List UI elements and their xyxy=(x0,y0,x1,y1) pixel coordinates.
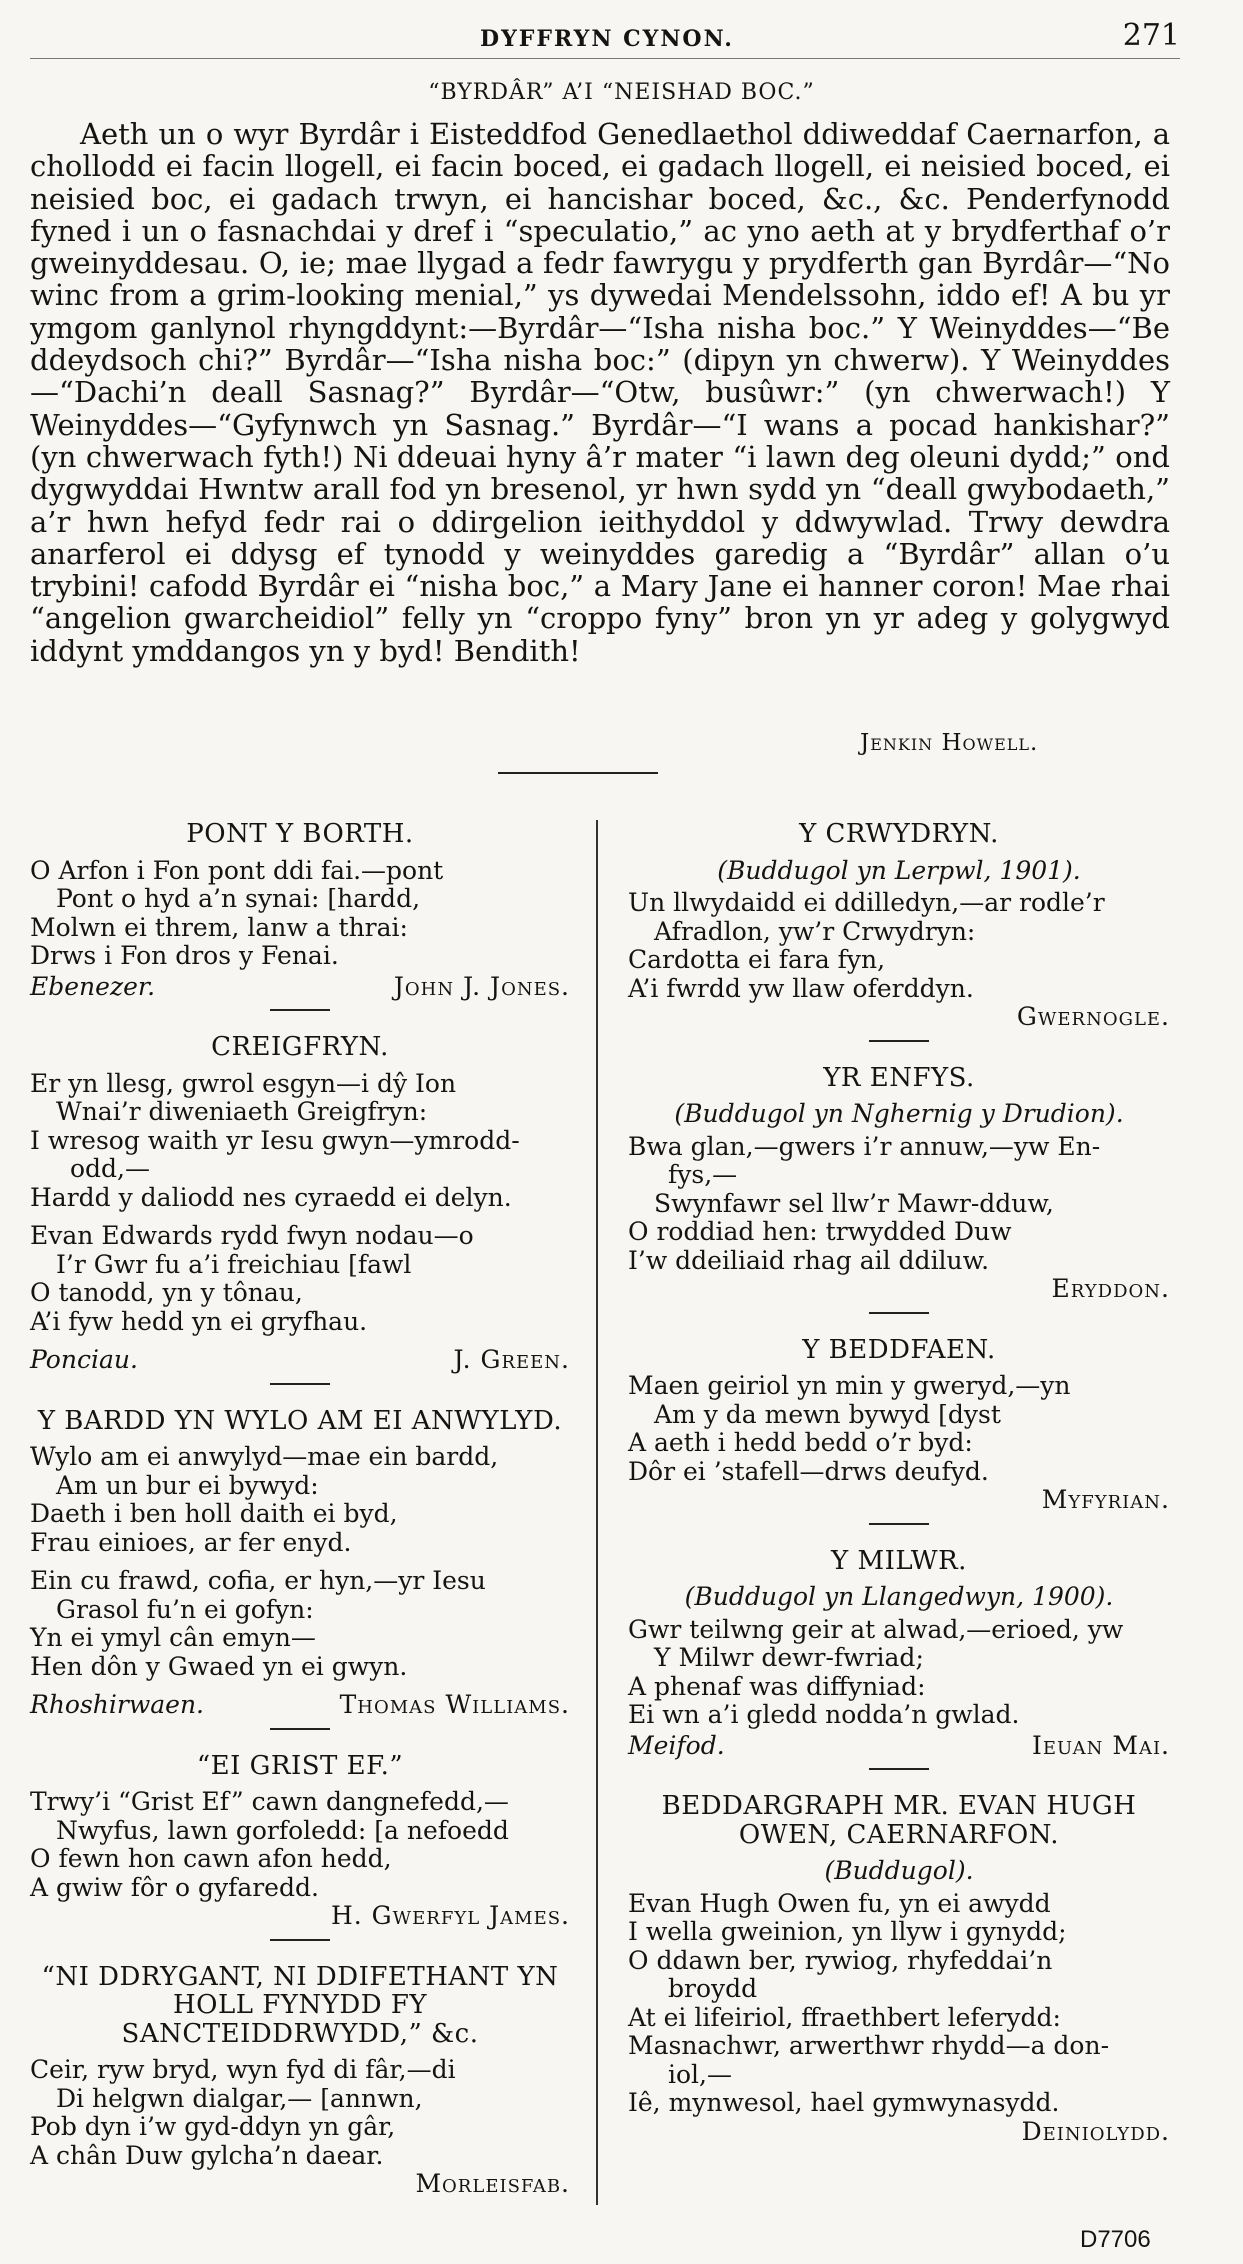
poem-line: Am un bur ei bywyd: xyxy=(56,1470,319,1500)
poem-line: Iê, mynwesol, hael gymwynasydd. xyxy=(628,2088,1060,2117)
poem-subtitle: (Buddugol). xyxy=(824,1856,974,1885)
poem-line: Dôr ei ’stafell—drws deufyd. xyxy=(628,1456,989,1486)
poem-line: O fewn hon cawn afon hedd, xyxy=(30,1844,392,1873)
poem-author: Deiniolydd. xyxy=(1021,2116,1170,2146)
poem-line: Grasol fu’n ei gofyn: xyxy=(56,1594,314,1624)
poem-title: Y CRWYDRYN. xyxy=(799,819,999,849)
poem-place: Ebenezer. xyxy=(30,971,156,1001)
poem-line: Evan Hugh Owen fu, yn ei awydd xyxy=(628,1888,1051,1918)
poem-line: Pont o hyd a’n synai: [hardd, xyxy=(56,884,421,913)
poem-line: Yn ei ymyl cân emyn— xyxy=(30,1623,316,1652)
poem-subtitle: (Buddugol yn Llangedwyn, 1900). xyxy=(684,1582,1114,1611)
poem-line: I wella gweinion, yn llyw i gynydd; xyxy=(628,1917,1067,1946)
poem-title: Y BARDD YN WYLO AM EI ANWYLYD. xyxy=(37,1405,563,1436)
byline xyxy=(30,1346,570,1375)
poem-line: Ceir, ryw bryd, wyn fyd di fâr,—di xyxy=(30,2055,456,2084)
poem-beddargraph xyxy=(628,1792,1170,2146)
page-number: 271 xyxy=(1122,18,1180,53)
stanza xyxy=(30,1070,570,1213)
section-divider xyxy=(498,772,658,774)
column-divider xyxy=(596,820,598,2205)
poem-title: Y MILWR. xyxy=(831,1545,967,1576)
poem-line: Nwyfus, lawn gorfoledd: [a nefoedd xyxy=(56,1815,509,1845)
byline xyxy=(628,1732,1170,1761)
poem-line: Un llwydaidd ei ddilledyn,—ar rodle’r xyxy=(628,888,1105,917)
poem-author: John J. Jones. xyxy=(393,971,570,1001)
small-divider xyxy=(270,1728,330,1730)
poem-line: A’i fwrdd yw llaw oferddyn. xyxy=(628,973,974,1003)
poem-title: BEDDARGRAPH MR. EVAN HUGH OWEN, CAERNARFON. xyxy=(661,1791,1137,1850)
poem-place: Meifod. xyxy=(628,1730,725,1760)
poem-line: Swynfawr sel llw’r Mawr-dduw, xyxy=(654,1188,1054,1218)
poem-line: Ein cu frawd, cofia, er hyn,—yr Iesu xyxy=(30,1566,486,1595)
poem-line: O roddiad hen: trwydded Duw xyxy=(628,1217,1012,1246)
article-title: “BYRDÂR” A’I “NEISHAD BOC.” xyxy=(428,80,815,105)
poem-author: Gwernogle. xyxy=(1016,1002,1170,1031)
poem-line: A’i fyw hedd yn ei gryfhau. xyxy=(30,1306,368,1336)
small-divider xyxy=(869,1312,929,1314)
poem-line: O ddawn ber, rywiog, rhyfeddai’n xyxy=(628,1945,1053,1975)
poem-y-beddfaen xyxy=(628,1336,1170,1525)
poem-line: At ei lifeiriol, ffraethbert leferydd: xyxy=(628,2002,1061,2032)
poem-line: Wnai’r diweniaeth Greigfryn: xyxy=(56,1097,428,1126)
poem-line: Di helgwn dialgar,— [annwn, xyxy=(56,2083,423,2113)
poem-line: A chân Duw gylcha’n daear. xyxy=(30,2140,384,2170)
poem-line: Evan Edwards rydd fwyn nodau—o xyxy=(30,1221,474,1250)
poem-line: Am y da mewn bywyd [dyst xyxy=(654,1399,1001,1429)
poem-yr-enfys xyxy=(628,1064,1170,1314)
poem-line: Afradlon, yw’r Crwydryn: xyxy=(654,916,976,946)
poem-ei-grist-ef xyxy=(30,1752,570,1941)
stanza xyxy=(30,1443,570,1557)
poem-y-crwydryn xyxy=(628,820,1170,1042)
poem-line: I wresog waith yr Iesu gwyn—ymrodd- xyxy=(30,1125,520,1155)
left-column xyxy=(30,820,570,2221)
poem-title: “EI GRIST EF.” xyxy=(196,1750,404,1781)
article-body xyxy=(30,118,1170,667)
poem-line: Hen dôn y Gwaed yn ei gwyn. xyxy=(30,1651,408,1681)
page-header xyxy=(30,16,1180,56)
poem-line: Hardd y daliodd nes cyraedd ei delyn. xyxy=(30,1182,512,1212)
poem-title: YR ENFYS. xyxy=(823,1062,975,1093)
poem-line: A phenaf was diffyniad: xyxy=(628,1671,926,1701)
poem-line: Ei wn a’i gledd nodda’n gwlad. xyxy=(628,1700,1020,1729)
stanza xyxy=(30,1222,570,1336)
poem-line: Gwr teilwng geir at alwad,—erioed, yw xyxy=(628,1614,1124,1644)
poem-line: Bwa glan,—gwers i’r annuw,—yw En- xyxy=(628,1131,1101,1161)
right-column xyxy=(628,820,1170,2168)
poem-author: H. Gwerfyl James. xyxy=(330,1901,570,1930)
poem-line: O Arfon i Fon pont ddi fai.—pont xyxy=(30,855,444,885)
running-head: DYFFRYN CYNON. xyxy=(480,26,734,52)
poem-author: Ieuan Mai. xyxy=(1032,1730,1170,1760)
small-divider xyxy=(869,1040,929,1042)
poem-line: Wylo am ei anwylyd—mae ein bardd, xyxy=(30,1442,499,1471)
poem-line: Y Milwr dewr-fwriad; xyxy=(654,1643,924,1672)
byline xyxy=(30,973,570,1002)
article-signature: Jenkin Howell. xyxy=(860,730,1039,756)
poem-author: Morleisfab. xyxy=(415,2169,570,2198)
poem-line: I’r Gwr fu a’i freichiau [fawl xyxy=(56,1249,412,1279)
poem-author: Thomas Williams. xyxy=(339,1690,570,1719)
poem-line: Pob dyn i’w gyd-ddyn yn gâr, xyxy=(30,2112,396,2141)
article-paragraph: Aeth un o wyr Byrdâr i Eisteddfod Genedlaethol ddiweddaf Caernarfon, a chollodd ei facin llogell, ei facin boced, ei gadach llogell, ei neisied boced, ei neisied boc, ei gadach trwyn, ei hancishar boced, &c., &c. Penderfynodd fyned i un o fasnachdai y dref i “speculatio,” ac yno aeth at y brydferthaf o’r gweinyddesau. O, ie; mae llygad a fedr fawrygu y prydferth gan Byrdâr—“No winc from a grim-looking menial,” ys dywedai Mendelssohn, iddo ef! A bu yr ymgom ganlynol rhyngddynt:—Byrdâr—“Isha nisha boc.” Y Weinyddes—“Be ddeydsoch chi?” Byrdâr—“Isha nisha boc:” (dipyn yn chwerw). Y Weinyddes—“Dachi’n deall Sasnag?” Byrdâr—“Otw, busûwr:” (yn chwerwach!) Y Weinyddes—“Gyfynwch yn Sasnag.” Byrdâr—“I wans a pocad hankishar?” (yn chwerwach fyth!) Ni ddeuai hyny â’r mater “i lawn deg oleuni dydd;” ond dygwyddai Hwntw arall fod yn bresenol, yr hwn sydd yn “deall gwybodaeth,” a’r hwn hefyd fedr rai o ddirgelion ieithyddol y ddwywlad. Trwy dewdra anarferol ei ddysg ef tynodd y weinyddes garedig a “Byrdâr” allan o’u trybini! cafodd Byrdâr ei “nisha boc,” a Mary Jane ei hanner coron! Mae rhai “angelion gwarcheidiol” felly yn “croppo fyny” bron yn yr adeg y golygwyd iddynt ymddangos yn y byd! Bendith! xyxy=(30,117,1170,668)
poem-line: Drws i Fon dros y Fenai. xyxy=(30,941,339,970)
poem-place: Ponciau. xyxy=(30,1345,138,1374)
poem-line: Maen geiriol yn min y gweryd,—yn xyxy=(628,1371,1071,1400)
poem-creigfryn xyxy=(30,1033,570,1385)
poem-y-bardd xyxy=(30,1407,570,1730)
small-divider xyxy=(869,1523,929,1525)
poem-line: Trwy’i “Grist Ef” cawn dangnefedd,— xyxy=(30,1787,509,1816)
poem-title: “NI DDRYGANT, NI DDIFETHANT YN HOLL FYNYDD FY SANCTEIDDRWYDD,” &c. xyxy=(41,1961,559,2049)
poem-title: PONT Y BORTH. xyxy=(186,819,414,849)
poem-title: CREIGFRYN. xyxy=(211,1032,389,1062)
poem-line: A gwiw fôr o gyfaredd. xyxy=(30,1872,319,1902)
poem-place: Rhoshirwaen. xyxy=(30,1690,204,1719)
poem-line: Frau einioes, ar fer enyd. xyxy=(30,1527,352,1557)
poem-author: Eryddon. xyxy=(1051,1274,1170,1303)
small-divider xyxy=(270,1939,330,1941)
header-rule xyxy=(30,58,1180,59)
poem-line: fys,— xyxy=(668,1160,738,1189)
byline xyxy=(30,1691,570,1720)
poem-pont-y-borth xyxy=(30,820,570,1011)
poem-line: Masnachwr, arwerthwr rhydd—a don- xyxy=(628,2031,1110,2060)
poem-line: Daeth i ben holl daith ei byd, xyxy=(30,1499,398,1528)
poem-author: Myfyrian. xyxy=(1041,1485,1170,1514)
poem-line: Molwn ei threm, lanw a thrai: xyxy=(30,912,408,942)
catalog-number: D7706 xyxy=(1080,2226,1151,2253)
poem-line: iol,— xyxy=(668,2059,732,2089)
poem-y-milwr xyxy=(628,1547,1170,1771)
small-divider xyxy=(270,1383,330,1385)
poem-ni-ddrygant xyxy=(30,1963,570,2199)
small-divider xyxy=(270,1009,330,1011)
poem-title: Y BEDDFAEN. xyxy=(802,1334,996,1365)
poem-line: Er yn llesg, gwrol esgyn—i dŷ Ion xyxy=(30,1068,457,1098)
poem-line: Cardotta ei fara fyn, xyxy=(628,945,886,974)
small-divider xyxy=(869,1768,929,1770)
poem-line: I’w ddeiliaid rhag ail ddiluw. xyxy=(628,1245,990,1275)
poem-line: odd,— xyxy=(70,1154,151,1183)
poem-line: broydd xyxy=(668,1974,758,2003)
stanza xyxy=(30,1567,570,1681)
poem-author: J. Green. xyxy=(453,1345,570,1374)
poem-line: O tanodd, yn y tônau, xyxy=(30,1278,303,1307)
poem-subtitle: (Buddugol yn Nghernig y Drudion). xyxy=(674,1099,1124,1128)
poem-subtitle: (Buddugol yn Lerpwl, 1901). xyxy=(717,855,1081,885)
poem-line: A aeth i hedd bedd o’r byd: xyxy=(628,1428,973,1457)
